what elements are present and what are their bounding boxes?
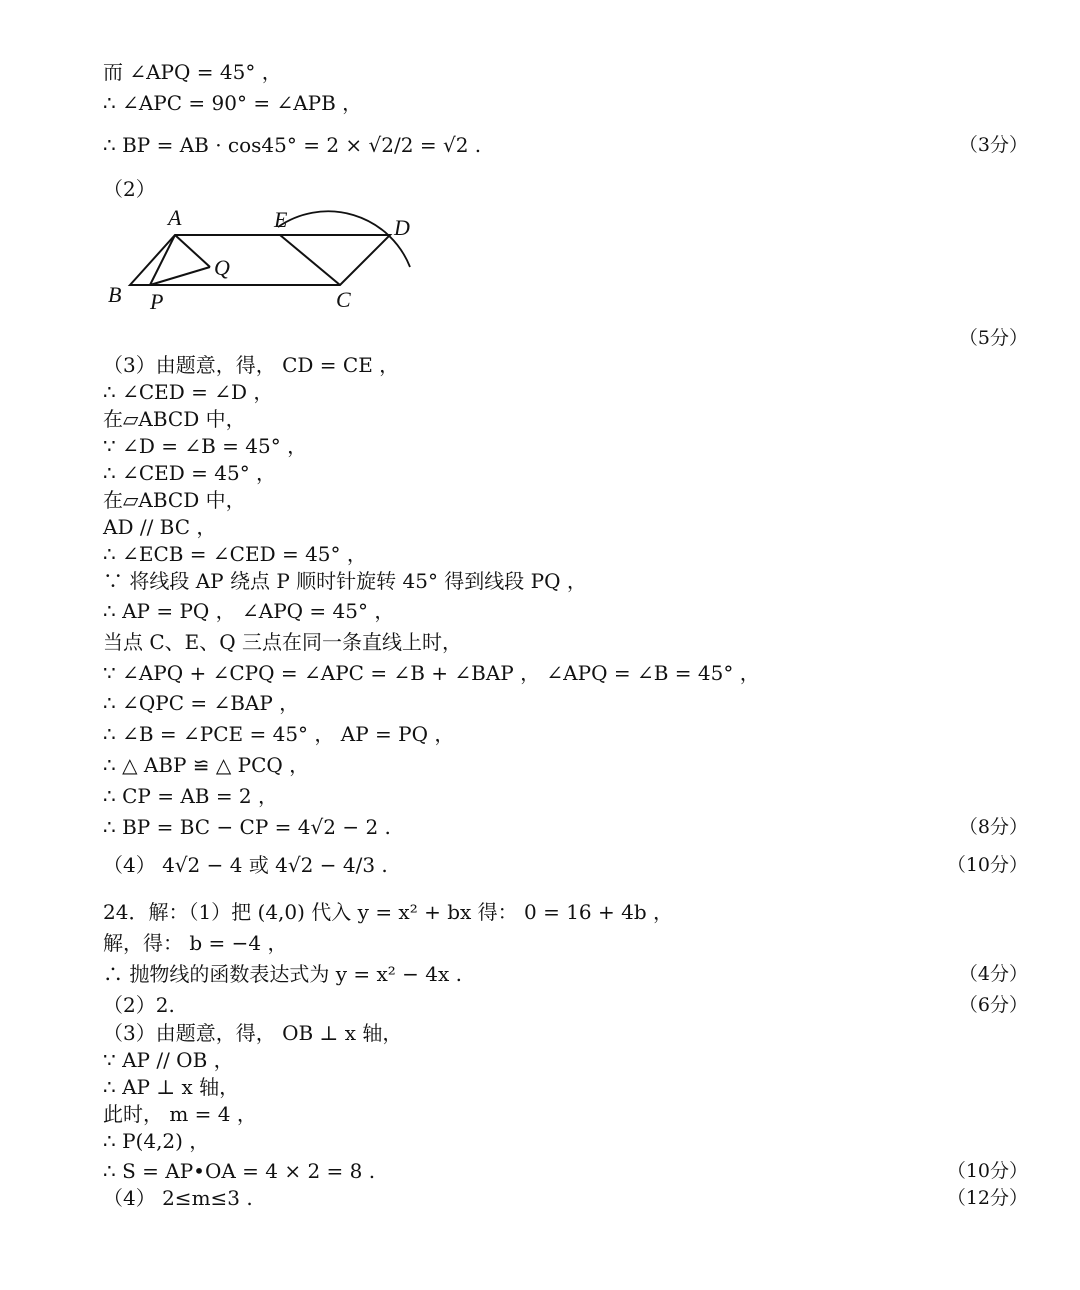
score-mark: （3分） (958, 134, 1028, 156)
solution-line: 解，得： b = −4 ， (103, 931, 288, 955)
solution-line: ∴ ∠CED = 45° ， (103, 461, 277, 485)
score-mark: （8分） (958, 816, 1028, 838)
label-a: A (168, 205, 182, 230)
label-d: D (394, 215, 410, 240)
solution-line: ∴ △ ABP ≌ △ PCQ ， (103, 753, 310, 777)
solution-line: ∴ ∠APC = 90° = ∠APB ， (103, 91, 363, 115)
solution-line: 在▱ABCD 中， (103, 488, 246, 512)
solution-line: AD // BC ， (103, 515, 217, 539)
solution-line: ∴ ∠QPC = ∠BAP ， (103, 691, 300, 715)
solution-line: （3）由题意，得， CD = CE ， (103, 353, 400, 377)
solution-line: ∴ S = AP•OA = 4 × 2 = 8 . (103, 1159, 376, 1183)
solution-line: （4） 4√2 − 4 或 4√2 − 4/3 . (103, 853, 388, 877)
label-e: E (274, 207, 288, 232)
solution-line: ∴ BP = AB · cos45° = 2 × √2/2 = √2 . (103, 133, 482, 157)
score-mark: （12分） (946, 1187, 1028, 1209)
segment-ce (280, 235, 340, 285)
solution-line: ∴ CP = AB = 2 ， (103, 784, 279, 808)
solution-line: 此时， m = 4 ， (103, 1102, 257, 1126)
solution-line: ∴ 抛物线的函数表达式为 y = x² − 4x . (103, 962, 462, 986)
solution-line: （4） 2≤m≤3 . (103, 1186, 253, 1210)
solution-line: （2）2. (103, 993, 175, 1017)
solution-line: ∴ ∠CED = ∠D ， (103, 380, 274, 404)
solution-line: ∵ ∠APQ + ∠CPQ = ∠APC = ∠B + ∠BAP ， ∠APQ = ∠B = 45° ， (103, 661, 760, 685)
solution-line: ∵ 将线段 AP 绕点 P 顺时针旋转 45° 得到线段 PQ ， (103, 569, 587, 593)
solution-line: ∵ ∠D = ∠B = 45° ， (103, 434, 308, 458)
score-mark: （10分） (946, 1160, 1028, 1182)
solution-line: ∴ ∠B = ∠PCE = 45° ， AP = PQ ， (103, 722, 455, 746)
label-p: P (150, 289, 164, 314)
solution-line: ∴ AP = PQ ， ∠APQ = 45° ， (103, 599, 395, 623)
solution-line: ∴ AP ⊥ x 轴， (103, 1075, 240, 1099)
solution-line: 当点 C、E、Q 三点在同一条直线上时， (103, 630, 463, 654)
solution-line: （2） (103, 177, 156, 201)
score-mark: （10分） (946, 854, 1028, 876)
arc-centered-c (278, 211, 410, 267)
solution-line: 在▱ABCD 中， (103, 407, 246, 431)
solution-line: 而 ∠APQ = 45° ， (103, 60, 282, 84)
label-q: Q (214, 255, 230, 280)
solution-line: ∴ ∠ECB = ∠CED = 45° ， (103, 542, 367, 566)
solution-line: ∴ P(4,2) ， (103, 1129, 210, 1153)
label-b: B (108, 282, 122, 307)
label-c: C (336, 287, 351, 312)
solution-line: ∵ AP // OB ， (103, 1048, 234, 1072)
parallelogram-abcd (130, 235, 390, 285)
solution-line: ∴ BP = BC − CP = 4√2 − 2 . (103, 815, 391, 839)
solution-line: （3）由题意，得， OB ⊥ x 轴， (103, 1021, 403, 1045)
score-mark: （6分） (958, 994, 1028, 1016)
score-mark: （5分） (958, 327, 1028, 349)
solution-line: 24．解：（1）把 (4,0) 代入 y = x² + bx 得： 0 = 16 + 4b ， (103, 900, 673, 924)
segment-aq (175, 235, 210, 267)
score-mark: （4分） (958, 963, 1028, 985)
segment-pq (150, 267, 210, 285)
parallelogram-figure (100, 205, 430, 320)
